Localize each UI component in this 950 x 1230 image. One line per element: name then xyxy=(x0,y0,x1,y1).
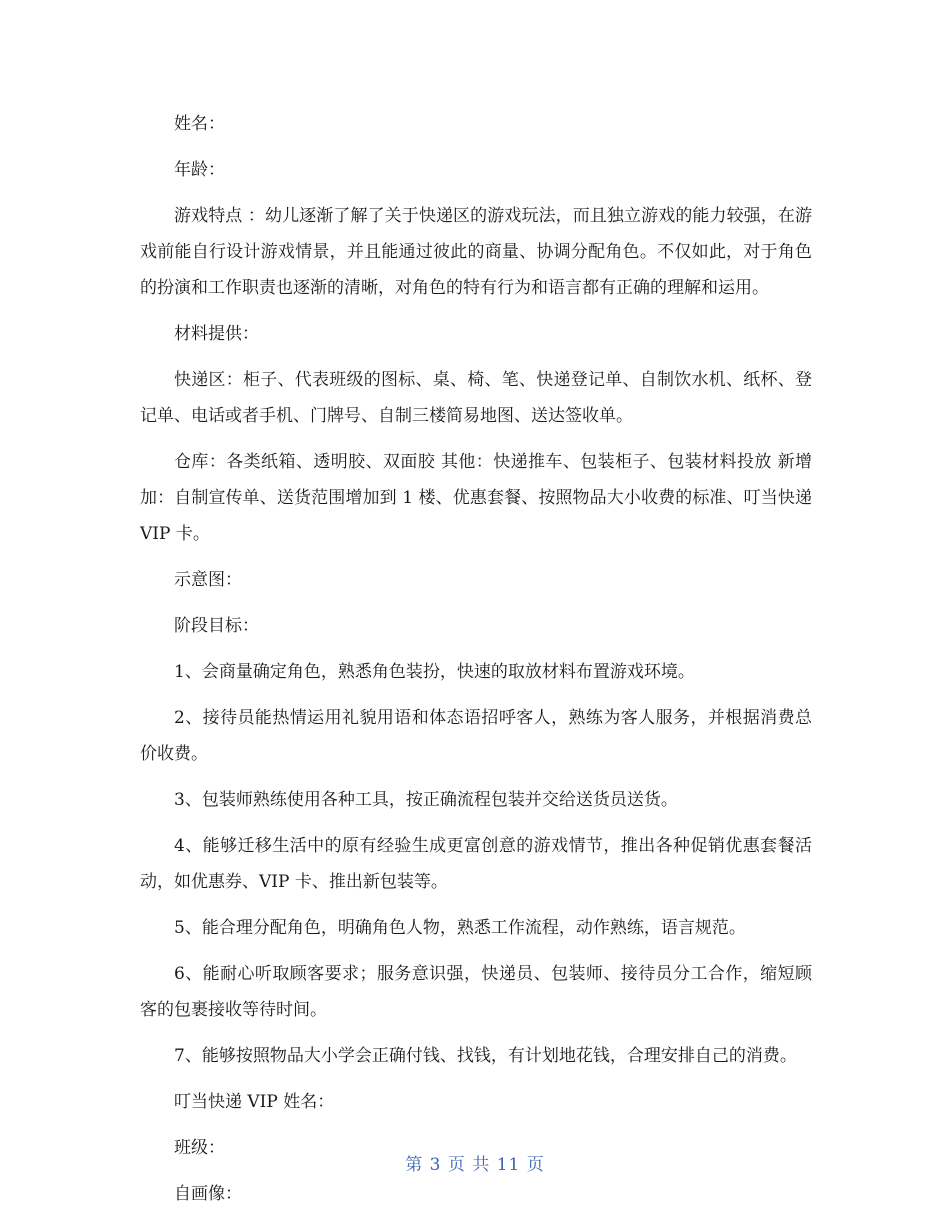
paragraph-diagram-heading: 示意图： xyxy=(174,570,242,590)
goal-item-6: 6、能耐心听取顾客要求；服务意识强，快递员、包装师、接待员分工合作，缩短顾客的包裹接收等待时间。 xyxy=(140,964,812,1020)
goal-item-2: 2、接待员能热情运用礼貌用语和体态语招呼客人，熟练为客人服务，并根据消费总价收费。 xyxy=(140,708,812,764)
goal-item-4: 4、能够迁移生活中的原有经验生成更富创意的游戏情节，推出各种促销优惠套餐活动，如优惠券、VIP 卡、推出新包装等。 xyxy=(140,836,812,892)
paragraph-class: 班级： xyxy=(174,1138,225,1158)
goal-item-5: 5、能合理分配角色，明确角色人物，熟悉工作流程，动作熟练，语言规范。 xyxy=(174,918,746,938)
paragraph-age: 年龄： xyxy=(174,160,225,180)
paragraph-vip-name: 叮当快递 VIP 姓名： xyxy=(174,1092,335,1112)
page-number-footer: 第 3 页 共 11 页 xyxy=(405,1155,545,1175)
paragraph-express-area: 快递区：柜子、代表班级的图标、桌、椅、笔、快递登记单、自制饮水机、纸杯、登记单、电话或者手机、门牌号、自制三楼简易地图、送达签收单。 xyxy=(140,370,812,426)
paragraph-stage-goals-heading: 阶段目标： xyxy=(174,616,259,636)
paragraph-materials-heading: 材料提供： xyxy=(174,324,259,344)
document-body xyxy=(140,106,818,1222)
paragraph-warehouse: 仓库：各类纸箱、透明胶、双面胶 其他：快递推车、包装柜子、包装材料投放 新增加：自制宣传单、送货范围增加到 1 楼、优惠套餐、按照物品大小收费的标准、叮当快递 VIP 卡。 xyxy=(140,452,818,544)
paragraph-game-features: 游戏特点 ：幼儿逐渐了解了关于快递区的游戏玩法，而且独立游戏的能力较强，在游戏前能自行设计游戏情景，并且能通过彼此的商量、协调分配角色。不仅如此，对于角色的扮演和工作职责也逐渐的清晰，对角色的特有行为和语言都有正确的理解和运用。 xyxy=(140,206,812,298)
paragraph-name: 姓名： xyxy=(174,114,225,134)
goal-item-1: 1、会商量确定角色，熟悉角色装扮，快速的取放材料布置游戏环境。 xyxy=(174,662,695,682)
goal-item-7: 7、能够按照物品大小学会正确付钱、找钱，有计划地花钱，合理安排自己的消费。 xyxy=(174,1046,797,1066)
paragraph-self-portrait: 自画像： xyxy=(174,1184,242,1204)
goal-item-3: 3、包装师熟练使用各种工具，按正确流程包装并交给送货员送货。 xyxy=(174,790,678,810)
